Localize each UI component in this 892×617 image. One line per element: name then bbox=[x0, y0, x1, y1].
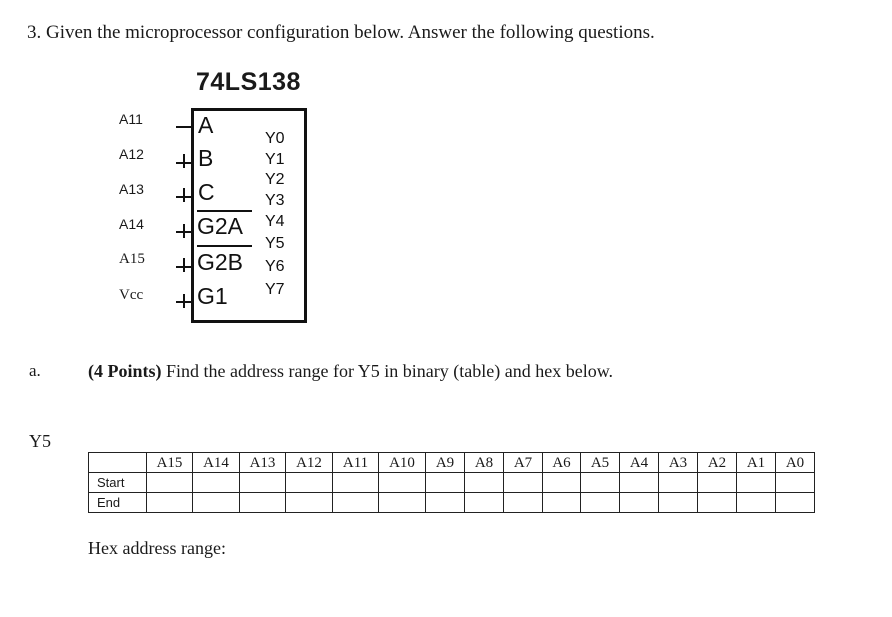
input-pin-label: A bbox=[198, 112, 214, 138]
column-header: A10 bbox=[379, 453, 426, 473]
column-header: A5 bbox=[581, 453, 620, 473]
table-row-start bbox=[89, 473, 815, 493]
answer-cell[interactable] bbox=[379, 493, 426, 513]
lead-tick bbox=[183, 154, 185, 168]
answer-cell[interactable] bbox=[543, 473, 581, 493]
answer-cell[interactable] bbox=[465, 493, 504, 513]
column-header: A9 bbox=[426, 453, 465, 473]
question-text: 3. Given the microprocessor configuration below. Answer the following questions. bbox=[27, 22, 655, 43]
table-header-row bbox=[89, 453, 815, 473]
answer-cell[interactable] bbox=[240, 493, 286, 513]
column-header: A8 bbox=[465, 453, 504, 473]
answer-cell[interactable] bbox=[147, 493, 193, 513]
hex-range-label: Hex address range: bbox=[88, 538, 226, 558]
answer-cell[interactable] bbox=[240, 473, 286, 493]
address-line-label: A14 bbox=[119, 216, 144, 232]
address-table bbox=[88, 452, 815, 513]
column-header: A4 bbox=[620, 453, 659, 473]
column-header: A0 bbox=[776, 453, 815, 473]
address-line-label: A13 bbox=[119, 181, 144, 197]
answer-cell[interactable] bbox=[426, 473, 465, 493]
answer-cell[interactable] bbox=[698, 473, 737, 493]
answer-cell[interactable] bbox=[659, 493, 698, 513]
output-pin-label: Y0 bbox=[265, 130, 285, 147]
answer-cell[interactable] bbox=[659, 473, 698, 493]
answer-cell[interactable] bbox=[698, 493, 737, 513]
answer-cell[interactable] bbox=[193, 473, 240, 493]
answer-cell[interactable] bbox=[333, 473, 379, 493]
address-line-label: A15 bbox=[119, 251, 145, 267]
answer-cell[interactable] bbox=[581, 473, 620, 493]
answer-cell[interactable] bbox=[286, 493, 333, 513]
column-header: A3 bbox=[659, 453, 698, 473]
output-pin-label: Y3 bbox=[265, 192, 285, 209]
answer-cell[interactable] bbox=[581, 493, 620, 513]
part-a-marker: a. bbox=[29, 361, 41, 380]
answer-cell[interactable] bbox=[147, 473, 193, 493]
column-header: A6 bbox=[543, 453, 581, 473]
chip-title: 74LS138 bbox=[196, 68, 301, 96]
lead-tick bbox=[183, 294, 185, 308]
answer-cell[interactable] bbox=[193, 493, 240, 513]
output-pin-label: Y5 bbox=[265, 235, 285, 252]
input-pin-label: G1 bbox=[197, 283, 228, 309]
column-header: A14 bbox=[193, 453, 240, 473]
column-header: A2 bbox=[698, 453, 737, 473]
answer-cell[interactable] bbox=[543, 493, 581, 513]
input-pin-label: G2A bbox=[197, 213, 244, 239]
part-a-prompt bbox=[88, 361, 613, 382]
answer-cell[interactable] bbox=[737, 473, 776, 493]
column-header: A1 bbox=[737, 453, 776, 473]
answer-cell[interactable] bbox=[504, 473, 543, 493]
output-pin-label: Y4 bbox=[265, 213, 285, 230]
input-pin-label: C bbox=[198, 179, 215, 205]
lead-tick bbox=[183, 188, 185, 202]
output-pin-label: Y1 bbox=[265, 151, 285, 168]
input-lead bbox=[176, 126, 191, 128]
answer-cell[interactable] bbox=[776, 473, 815, 493]
active-low-overbar bbox=[197, 245, 252, 247]
input-pin-label: G2B bbox=[197, 249, 244, 275]
target-output-label: Y5 bbox=[29, 431, 51, 451]
answer-cell[interactable] bbox=[776, 493, 815, 513]
points-label: (4 Points) bbox=[88, 361, 162, 381]
answer-cell[interactable] bbox=[426, 493, 465, 513]
output-pin-label: Y2 bbox=[265, 171, 285, 188]
answer-cell[interactable] bbox=[379, 473, 426, 493]
answer-cell[interactable] bbox=[333, 493, 379, 513]
answer-cell[interactable] bbox=[620, 473, 659, 493]
address-line-label: A11 bbox=[119, 111, 143, 127]
lead-tick bbox=[183, 258, 185, 272]
answer-cell[interactable] bbox=[620, 493, 659, 513]
column-header: A15 bbox=[147, 453, 193, 473]
row-label: End bbox=[89, 493, 147, 513]
output-pin-label: Y6 bbox=[265, 258, 285, 275]
answer-cell[interactable] bbox=[504, 493, 543, 513]
column-header: A7 bbox=[504, 453, 543, 473]
answer-cell[interactable] bbox=[737, 493, 776, 513]
address-line-label: Vcc bbox=[119, 287, 144, 303]
address-line-label: A12 bbox=[119, 146, 144, 162]
row-label: Start bbox=[89, 473, 147, 493]
table-row-end bbox=[89, 493, 815, 513]
column-header: A11 bbox=[333, 453, 379, 473]
column-header: A13 bbox=[240, 453, 286, 473]
answer-cell[interactable] bbox=[465, 473, 504, 493]
output-pin-label: Y7 bbox=[265, 281, 285, 298]
answer-cell[interactable] bbox=[286, 473, 333, 493]
input-pin-label: B bbox=[198, 145, 214, 171]
column-header: A12 bbox=[286, 453, 333, 473]
part-a-instruction: Find the address range for Y5 in binary (table) and hex below. bbox=[161, 361, 614, 381]
table-corner-cell bbox=[89, 453, 147, 473]
lead-tick bbox=[183, 224, 185, 238]
active-low-overbar bbox=[197, 210, 252, 212]
